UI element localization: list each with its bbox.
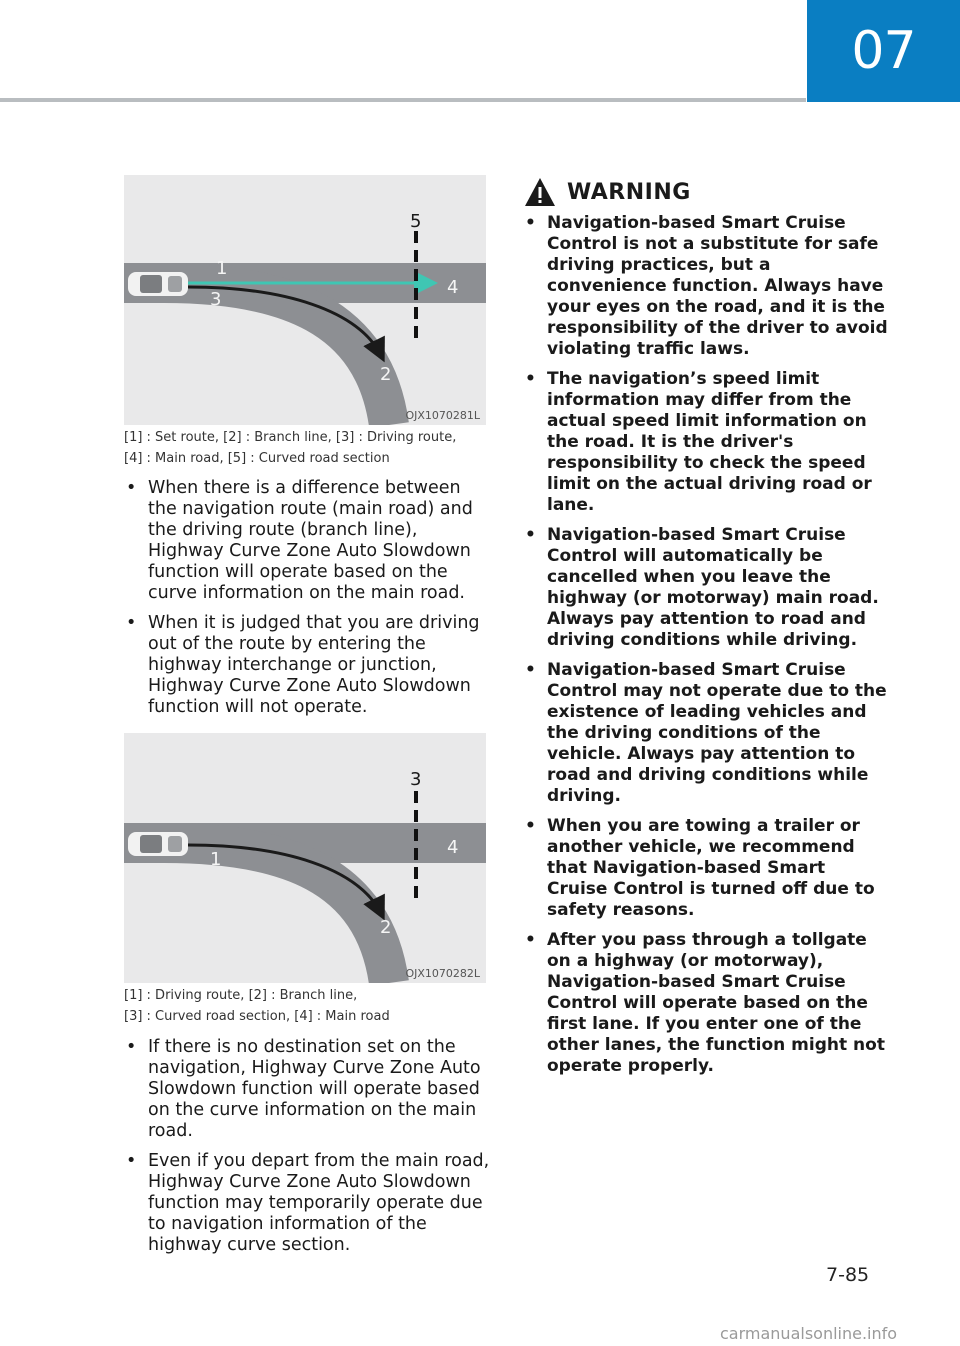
warning-title: WARNING xyxy=(567,179,691,205)
figure-set-route xyxy=(124,175,486,425)
header-rule xyxy=(0,98,806,102)
figure-caption xyxy=(124,427,494,469)
warning-heading xyxy=(523,175,691,209)
branch-road xyxy=(164,283,392,425)
list-item xyxy=(523,660,891,807)
bullet-dot: • xyxy=(525,369,536,389)
label-5: 5 xyxy=(410,211,422,232)
caption-line: [3] : Curved road section, [4] : Main road xyxy=(124,1009,390,1024)
list-item xyxy=(523,525,891,651)
warning-list xyxy=(523,213,891,1086)
list-item xyxy=(124,613,492,718)
bullet-dot: • xyxy=(525,525,536,545)
figure-code: OJX1070282L xyxy=(405,967,480,980)
warning-triangle-icon xyxy=(523,176,557,208)
figure-set-route-diagram xyxy=(124,175,486,425)
figure-no-destination-diagram xyxy=(124,733,486,983)
list-item-text: Navigation-based Smart Cruise Control will automatically be cancelled when you leave the highway (or motorway) main road. Always pay attention to road and driving conditions while driving. xyxy=(547,525,879,650)
bullet-dot: • xyxy=(126,478,137,498)
bullet-dot: • xyxy=(525,660,536,680)
figure-code: OJX1070281L xyxy=(405,409,480,422)
list-item xyxy=(124,1151,492,1256)
bullet-dot: • xyxy=(126,613,137,633)
list-item xyxy=(124,1037,492,1142)
car-icon xyxy=(128,272,188,296)
watermark[interactable]: carmanualsonline.info xyxy=(720,1324,898,1343)
bullet-dot: • xyxy=(525,213,536,233)
caption-line: [1] : Driving route, [2] : Branch line, xyxy=(124,988,358,1003)
list-item-text: The navigation’s speed limit information may differ from the actual speed limit information on the road. It is the driver's responsibility to check the speed limit on the actual driving road or lane. xyxy=(547,369,872,515)
list-item xyxy=(523,213,891,360)
caption-line: [1] : Set route, [2] : Branch line, [3] : Driving route, xyxy=(124,430,457,445)
chapter-tab: 07 xyxy=(807,0,960,102)
list-item-text: When there is a difference between the navigation route (main road) and the driving route (branch line), Highway Curve Zone Auto Slowdown function will operate based on the curve information on the main road. xyxy=(148,478,473,603)
bullet-dot: • xyxy=(126,1151,137,1171)
list-item-text: When you are towing a trailer or another vehicle, we recommend that Navigation-based Smart Cruise Control is turned off due to safety reasons. xyxy=(547,816,875,920)
list-item-text: Navigation-based Smart Cruise Control is not a substitute for safe driving practices, but a convenience function. Always have your eyes on the road, and it is the responsibility of the driver to avoid violating traffic laws. xyxy=(547,213,888,359)
list-item-text: When it is judged that you are driving out of the route by entering the highway interchange or junction, Highway Curve Zone Auto Slowdown function will not operate. xyxy=(148,613,480,717)
list-item xyxy=(523,369,891,516)
car-icon xyxy=(128,832,188,856)
label-4: 4 xyxy=(447,837,459,858)
label-4: 4 xyxy=(447,277,459,298)
list-item-text: After you pass through a tollgate on a highway (or motorway), Navigation-based Smart Cruise Control will operate based on the first lane. If you enter one of the other lanes, the function might not operate properly. xyxy=(547,930,885,1076)
label-2: 2 xyxy=(380,364,392,385)
list-item-text: Navigation-based Smart Cruise Control may not operate due to the existence of leading vehicles and the driving conditions of the vehicle. Always pay attention to road and driving conditions while driving. xyxy=(547,660,887,806)
bullet-list xyxy=(124,1037,492,1265)
branch-road xyxy=(164,843,392,983)
figure-no-destination xyxy=(124,733,486,983)
page-number: 7-85 xyxy=(826,1264,870,1286)
caption-line: [4] : Main road, [5] : Curved road section xyxy=(124,451,390,466)
list-item-text: If there is no destination set on the navigation, Highway Curve Zone Auto Slowdown function will operate based on the curve information on the main road. xyxy=(148,1037,481,1141)
label-1: 1 xyxy=(216,258,228,279)
list-item xyxy=(124,478,492,604)
list-item xyxy=(523,930,891,1077)
bullet-dot: • xyxy=(126,1037,137,1057)
label-2: 2 xyxy=(380,917,392,938)
label-1: 1 xyxy=(210,849,222,870)
label-3: 3 xyxy=(210,289,222,310)
list-item xyxy=(523,816,891,921)
bullet-list xyxy=(124,478,492,727)
bullet-dot: • xyxy=(525,816,536,836)
figure-caption xyxy=(124,985,494,1027)
bullet-dot: • xyxy=(525,930,536,950)
label-3: 3 xyxy=(410,769,422,790)
list-item-text: Even if you depart from the main road, Highway Curve Zone Auto Slowdown function may temporarily operate due to navigation information of the highway curve section. xyxy=(148,1151,490,1255)
